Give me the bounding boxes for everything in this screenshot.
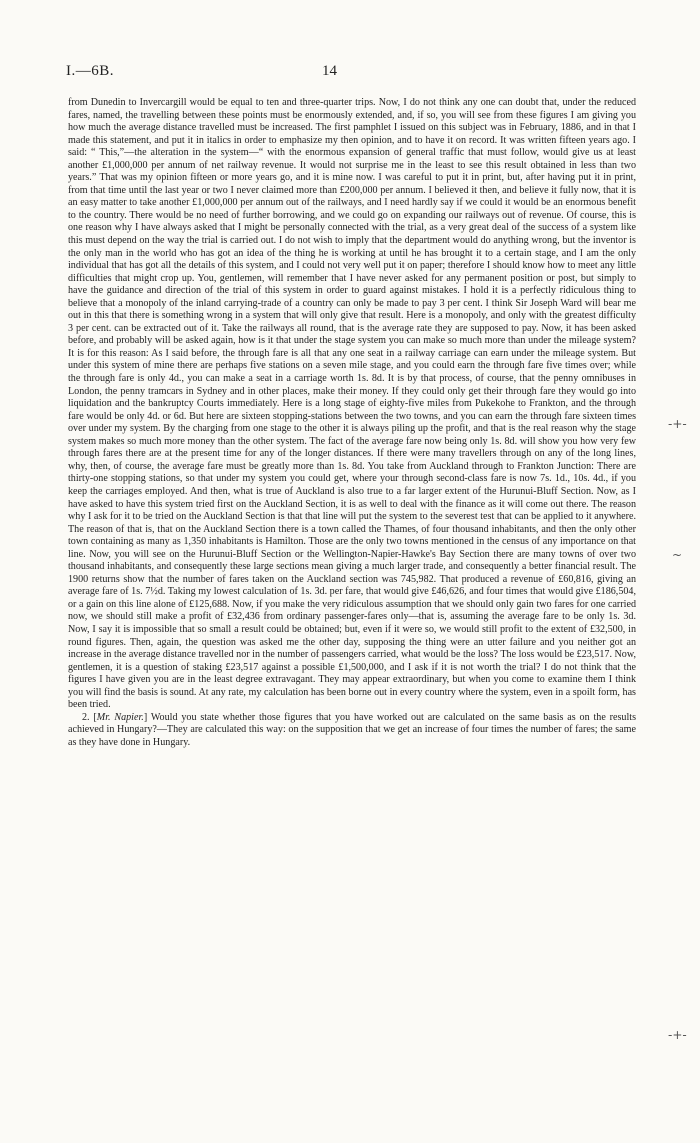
speaker-name: Mr. Napier. <box>96 711 144 723</box>
margin-mark: ~ <box>672 548 683 562</box>
page-number: 14 <box>322 63 337 79</box>
question-number: 2. <box>82 711 90 723</box>
question-text: Would you state whether those figures that you have worked out are calculated on the same basis as on the results achieved in Hungary?—They are calculated this way: on the supposition that we get an increase of four times the number of fares; the same as they have done in Hungary. <box>68 711 637 748</box>
paragraph-1: from Dunedin to Invercargill would be equal to ten and three-quarter trips. Now, I do not think any one can doubt that, under the reduced fares, named, the travelling between these points must be enormously extended, and, if so, you will see from these figures I am giving you how much the average distance travelled must be increased. The first pamphlet I issued on this subject was in February, 1886, and in that I made this statement, and put it in italics in order to emphasize my then opinion, and to have it on record. It was written fifteen years ago. I said: “ This,”—the alteration in the system—“ with the enormous expansion of general traffic that must follow, would give us at least another £1,000,000 per annum of net railway revenue. It would not surprise me in the least to see this result obtained in less than two years.” That was my opinion fifteen or more years go, and it is mine now. I was careful to put it in print, but, after having put it in print, from that time until the last year or two I never claimed more than £200,000 per annum. I believed it then, and believe it fully now, that it is an easy matter to take another £1,000,000 per annum out of the railways, and I need hardly say if we could it would be an enormous benefit to the country. There would be no need of further borrowing, and we could go on expanding our railways out of revenue. Of course, this is one reason why I have always asked that I might be personally connected with the trial, as a very great deal of the success of a system like this must depend on the way the trial is carried out. I do not wish to imply that the department would do anything wrong, but the inventor is the only man in the world who has got an idea of the thing he is working at until he has brought it to a certain stage, and I am the only individual that has got all the details of this system, and I could not very well put it on paper; therefore I should know how to meet any little difficulties that might crop up. You, gentlemen, will remember that I have never asked for any permanent position or post, but simply to have the guidance and direction of the trial of this system in order to guard against mistakes. I hold it is a perfectly ridiculous thing to believe that a monopoly of the inland carrying-trade of a country can only be made to pay 3 per cent. I think Sir Joseph Ward will bear me out in this that there is something wrong in a system that will only give that result. Here is a monopoly, and only with the greatest difficulty 3 per cent. can be extracted out of it. Take the railways all round, that is the average rate they are supposed to pay. Now, it has been asked before, and probably will be asked again, how is it that under the stage system you can make so much more than under the mileage system? It is for this reason: As I said before, the through fare is all that any one seat in a railway carriage can earn under the mileage system. But under this system of mine there are perhaps five stations on a seven mile stage, and you could earn the through fare five times over; while the through fare is only 4d., you can make a seat in a carriage worth 1s. 8d. It is by that process, of course, that the penny omnibuses in London, the penny tramcars in Sydney and in other places, make their money. If they could only get their through fare they would go into liquidation and the bankruptcy Courts immediately. Here is a long stage of eighty-five miles from Pukekohe to Frankton, and the through fare would be only 4d. or 6d. But here are sixteen stopping-stations between the two towns, and you can earn the through fare sixteen times over under my system. By the charging from one stage to the other it is always piling up the profit, and that is the real reason why the stage system makes so much more money than the other system. The fact of the average fare now being only 1s. 8d. will show you how very few through fares there are at the present time for any of the longer distances. If there were many travellers through on any of the long lines, why, then, of course, the average fare must be greatly more than 1s. 8d. You take from Auckland through to Frankton Junction: There are thirty-one stopping stations, so that under my system you could get, where your through second-class fare is now 7s. 1d., 10s. 4d., if you keep the carriages employed. And then, what is true of Auckland is also true to a far larger extent of the Hurunui-Bluff Section. Now, as I have asked to have this system tried first on the Auckland Section, it is as well to deal with the finance as it will come out there. The reason why I ask for it to be tried on the Auckland Section is that that line will put the system to the severest test that can be applied to it anywhere. The reason of that is, that on the Auckland Section there is a town called the Thames, of four thousand inhabitants, and then the only other town containing as many as 1,350 inhabitants is Hamilton. Those are the only two towns mentioned in the census of any importance on that line. Now, you will see on the Hurunui-Bluff Section or the Wellington-Napier-Hawke's Bay Section there are many towns of over two thousand inhabitants, and consequently these large sections mean giving a much larger trade, and consequently a better financial result. The 1900 returns show that the number of fares taken on the Auckland section was 745,982. That produced a revenue of £60,816, giving an average fare of 1s. 7½d. Taking my lowest calculation of 1s. 3d. per fare, that would give £46,626, and four times that would give £186,504, or a gain on this line alone of £125,688. Now, if you make the very ridiculous assumption that we should only gain two fares for one carried now, we should still make a profit of £32,436 from ordinary passenger-fares only—that is, assuming the average fare to be only 1s. 3d. Now, I say it is impossible that so small a result could be obtained; but, even if it were so, we would still profit to the extent of £32,500, in round figures. Then, again, the question was asked me the other day, supposing the thing were an utter failure and you neither got an increase in the average distance travelled nor in the number of passengers carried, what would be the loss? The loss would be £23,517. Now, gentlemen, it is a question of staking £23,517 against a possible £1,500,000, and I ask if it is not worth the trial? I do not think that the figures I have given you are in the least degree extravagant. They may appear extraordinary, but when you come to examine them I think you will find the basis is sound. At any rate, my calculation has been borne out in every country where the system, even in a spoilt form, has been tried. <box>68 97 636 711</box>
margin-mark: -+- <box>668 417 687 431</box>
paragraph-2: 2. [Mr. Napier.] Would you state whether those figures that you have worked out are calculated on the same basis as on the results achieved in Hungary?—They are calculated this way: on the supposition that we get an increase of four times the number of fares; the same as they have done in Hungary. <box>68 711 637 748</box>
document-reference: I.—6B. <box>66 63 114 79</box>
body-text <box>68 97 636 749</box>
margin-mark: -+- <box>668 1028 687 1042</box>
page-header <box>66 63 636 85</box>
